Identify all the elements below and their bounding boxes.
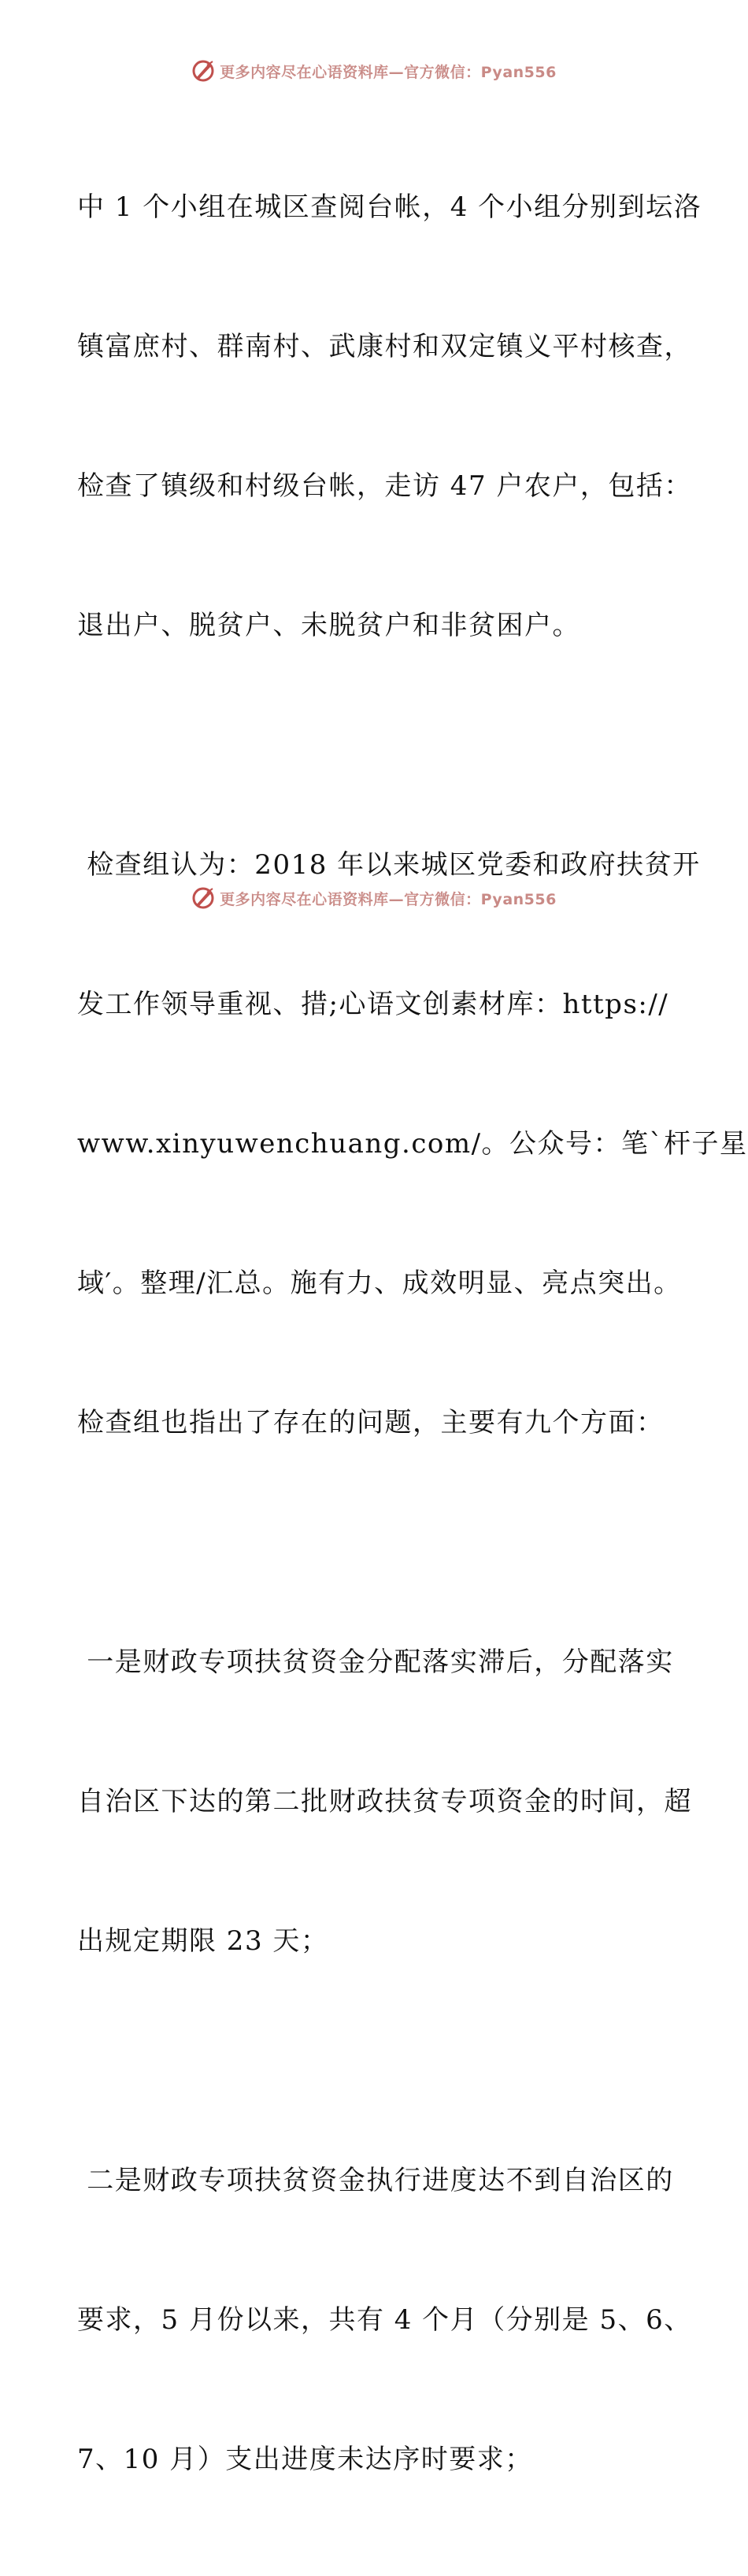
quill-seal-icon — [191, 59, 215, 83]
text-line: 一是财政专项扶贫资金分配落实滞后，分配落实 — [77, 1646, 674, 1678]
document-body — [77, 91, 748, 2576]
text-line: 出规定期限 23 天； — [77, 1925, 329, 1957]
text-line: 退出户、脱贫户、未脱贫户和非贫困户。 — [77, 610, 580, 641]
text-line: www.xinyuwenchuang.com/。公众号：笔`杆子星 — [77, 1128, 748, 1160]
header-banner — [0, 55, 748, 87]
text-line: 域′。整理/汇总。施有力、成效明显、亮点突出。 — [77, 1268, 682, 1299]
paragraph-1 — [77, 91, 702, 742]
paragraph-3 — [77, 1546, 692, 2058]
text-line: 自治区下达的第二批财政扶贫专项资金的时间，超 — [77, 1786, 692, 1817]
text-line: 发工作领导重视、措;心语文创素材库：https:// — [77, 989, 669, 1020]
paragraph-4 — [77, 2065, 692, 2576]
quill-seal-icon — [191, 886, 215, 910]
text-line: 检查组也指出了存在的问题，主要有九个方面： — [77, 1407, 665, 1438]
text-line: 中 1 个小组在城区查阅台帐，4 个小组分别到坛洛 — [77, 191, 702, 223]
text-line: 检查组认为：2018 年以来城区党委和政府扶贫开 — [77, 849, 701, 881]
text-line: 检查了镇级和村级台帐，走访 47 户农户，包括： — [77, 470, 692, 502]
text-line: 要求，5 月份以来，共有 4 个月（分别是 5、6、 — [77, 2304, 692, 2336]
header-banner-text: 更多内容尽在心语资料库—官方微信：Pyan556 — [220, 63, 557, 81]
footer-banner — [0, 882, 748, 914]
footer-banner-text: 更多内容尽在心语资料库—官方微信：Pyan556 — [220, 890, 557, 908]
text-line: 二是财政专项扶贫资金执行进度达不到自治区的 — [77, 2165, 674, 2196]
paragraph-2 — [77, 749, 748, 1539]
text-line: 7、10 月）支出进度未达序时要求； — [77, 2444, 533, 2475]
text-line: 镇富庶村、群南村、武康村和双定镇义平村核查， — [77, 331, 692, 362]
